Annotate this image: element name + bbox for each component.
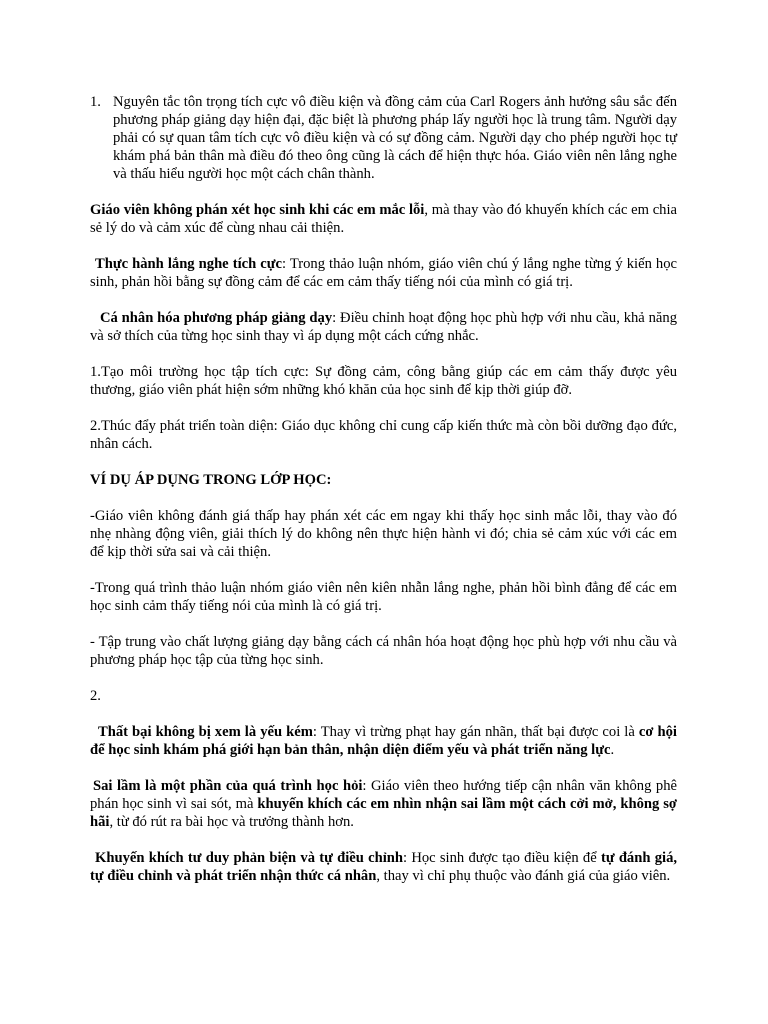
paragraph-text: : Học sinh được tạo điều kiện để [403, 850, 601, 866]
paragraph-active-listening [90, 255, 677, 291]
example-2: -Trong quá trình thảo luận nhóm giáo viên nên kiên nhẫn lắng nghe, phản hồi bình đẳng để các em học sinh cảm thấy tiếng nói của mình là có giá trị. [90, 580, 677, 614]
item-text: Nguyên tắc tôn trọng tích cực vô điều kiện và đồng cảm của Carl Rogers ảnh hưởng sâu sắc đến phương pháp giảng dạy hiện đại, đặc biệt là phương pháp lấy người học là trung tâm. Người dạy phải có sự quan tâm tích cực vô điều kiện và có sự đồng cảm. Người dạy cho phép người học tự khám phá bản thân mà điều đó theo ông cũng là cách để hiện thực hóa. Giáo viên nên lắng nghe và thấu hiểu người học một cách chân thành. [113, 94, 677, 182]
bold-emphasis: cơ hội để học sinh khám phá giới hạn bản thân, nhận diện điểm yếu và phát triển năng lực [90, 724, 677, 758]
item-number: 1. [90, 94, 101, 110]
paragraph-text: , mà thay vào đó khuyến khích các em chia sẻ lý do và cảm xúc để cùng nhau cải thiện. [90, 202, 678, 236]
bold-emphasis: khuyến khích các em nhìn nhận sai lầm một cách cởi mở, không sợ hãi [90, 796, 677, 830]
paragraph-text: : Trong thảo luận nhóm, giáo viên chú ý lắng nghe từng ý kiến học sinh, phản hồi bằng sự đồng cảm để các em cảm thấy tiếng nói của mình có giá trị. [90, 256, 678, 290]
paragraph-end: , thay vì chỉ phụ thuộc vào đánh giá của giáo viên. [376, 868, 671, 884]
numbered-item-1 [90, 93, 677, 183]
example-3: - Tập trung vào chất lượng giảng dạy bằng cách cá nhân hóa hoạt động học phù hợp với nhu cầu và phương pháp học tập của từng học sinh. [90, 634, 677, 668]
item-number-2: 2. [90, 688, 101, 704]
bold-lead: Giáo viên không phán xét học sinh khi các em mắc lỗi [90, 202, 425, 218]
bold-lead: Thất bại không bị xem là yếu kém [98, 724, 313, 740]
paragraph-text: : Điều chỉnh hoạt động học phù hợp với nhu cầu, khả năng và sở thích của từng học sinh thay vì áp dụng một cách cứng nhắc. [90, 310, 677, 344]
example-1: -Giáo viên không đánh giá thấp hay phán xét các em ngay khi thấy học sinh mắc lỗi, thay vào đó nhẹ nhàng động viên, giải thích lý do không nên thực hiện hành vi đó; chia sẻ cảm xúc với các em để kịp thời sửa sai và cải thiện. [90, 508, 677, 560]
paragraph-environment: 1.Tạo môi trường học tập tích cực: Sự đồng cảm, công bằng giúp các em cảm thấy được yêu thương, giáo viên phát hiện sớm những khó khăn của học sinh để kịp thời giúp đỡ. [90, 364, 677, 398]
paragraph-personalize [90, 309, 677, 345]
paragraph-no-judgement [90, 201, 677, 237]
bold-lead: Thực hành lắng nghe tích cực [95, 256, 282, 272]
bold-lead: Sai lầm là một phần của quá trình học hỏi [93, 778, 363, 794]
bold-lead: Cá nhân hóa phương pháp giảng dạy [100, 310, 333, 326]
paragraph-mistake [90, 777, 677, 831]
paragraph-end: . [610, 742, 615, 758]
section-heading: VÍ DỤ ÁP DỤNG TRONG LỚP HỌC: [90, 472, 332, 488]
bold-emphasis: tự đánh giá, tự điều chỉnh và phát triển nhận thức cá nhân [90, 850, 678, 884]
paragraph-text: : Thay vì trừng phạt hay gán nhãn, thất bại được coi là [312, 724, 639, 740]
paragraph-development: 2.Thúc đẩy phát triển toàn diện: Giáo dục không chỉ cung cấp kiến thức mà còn bồi dưỡng đạo đức, nhân cách. [90, 418, 677, 452]
bold-lead: Khuyến khích tư duy phản biện và tự điều chỉnh [95, 850, 404, 866]
paragraph-critical-thinking [90, 849, 677, 885]
paragraph-failure [90, 723, 677, 759]
paragraph-text: : Giáo viên theo hướng tiếp cận nhân văn không phê phán học sinh vì sai sót, mà [90, 778, 677, 812]
paragraph-end: , từ đó rút ra bài học và trưởng thành hơn. [109, 814, 354, 830]
